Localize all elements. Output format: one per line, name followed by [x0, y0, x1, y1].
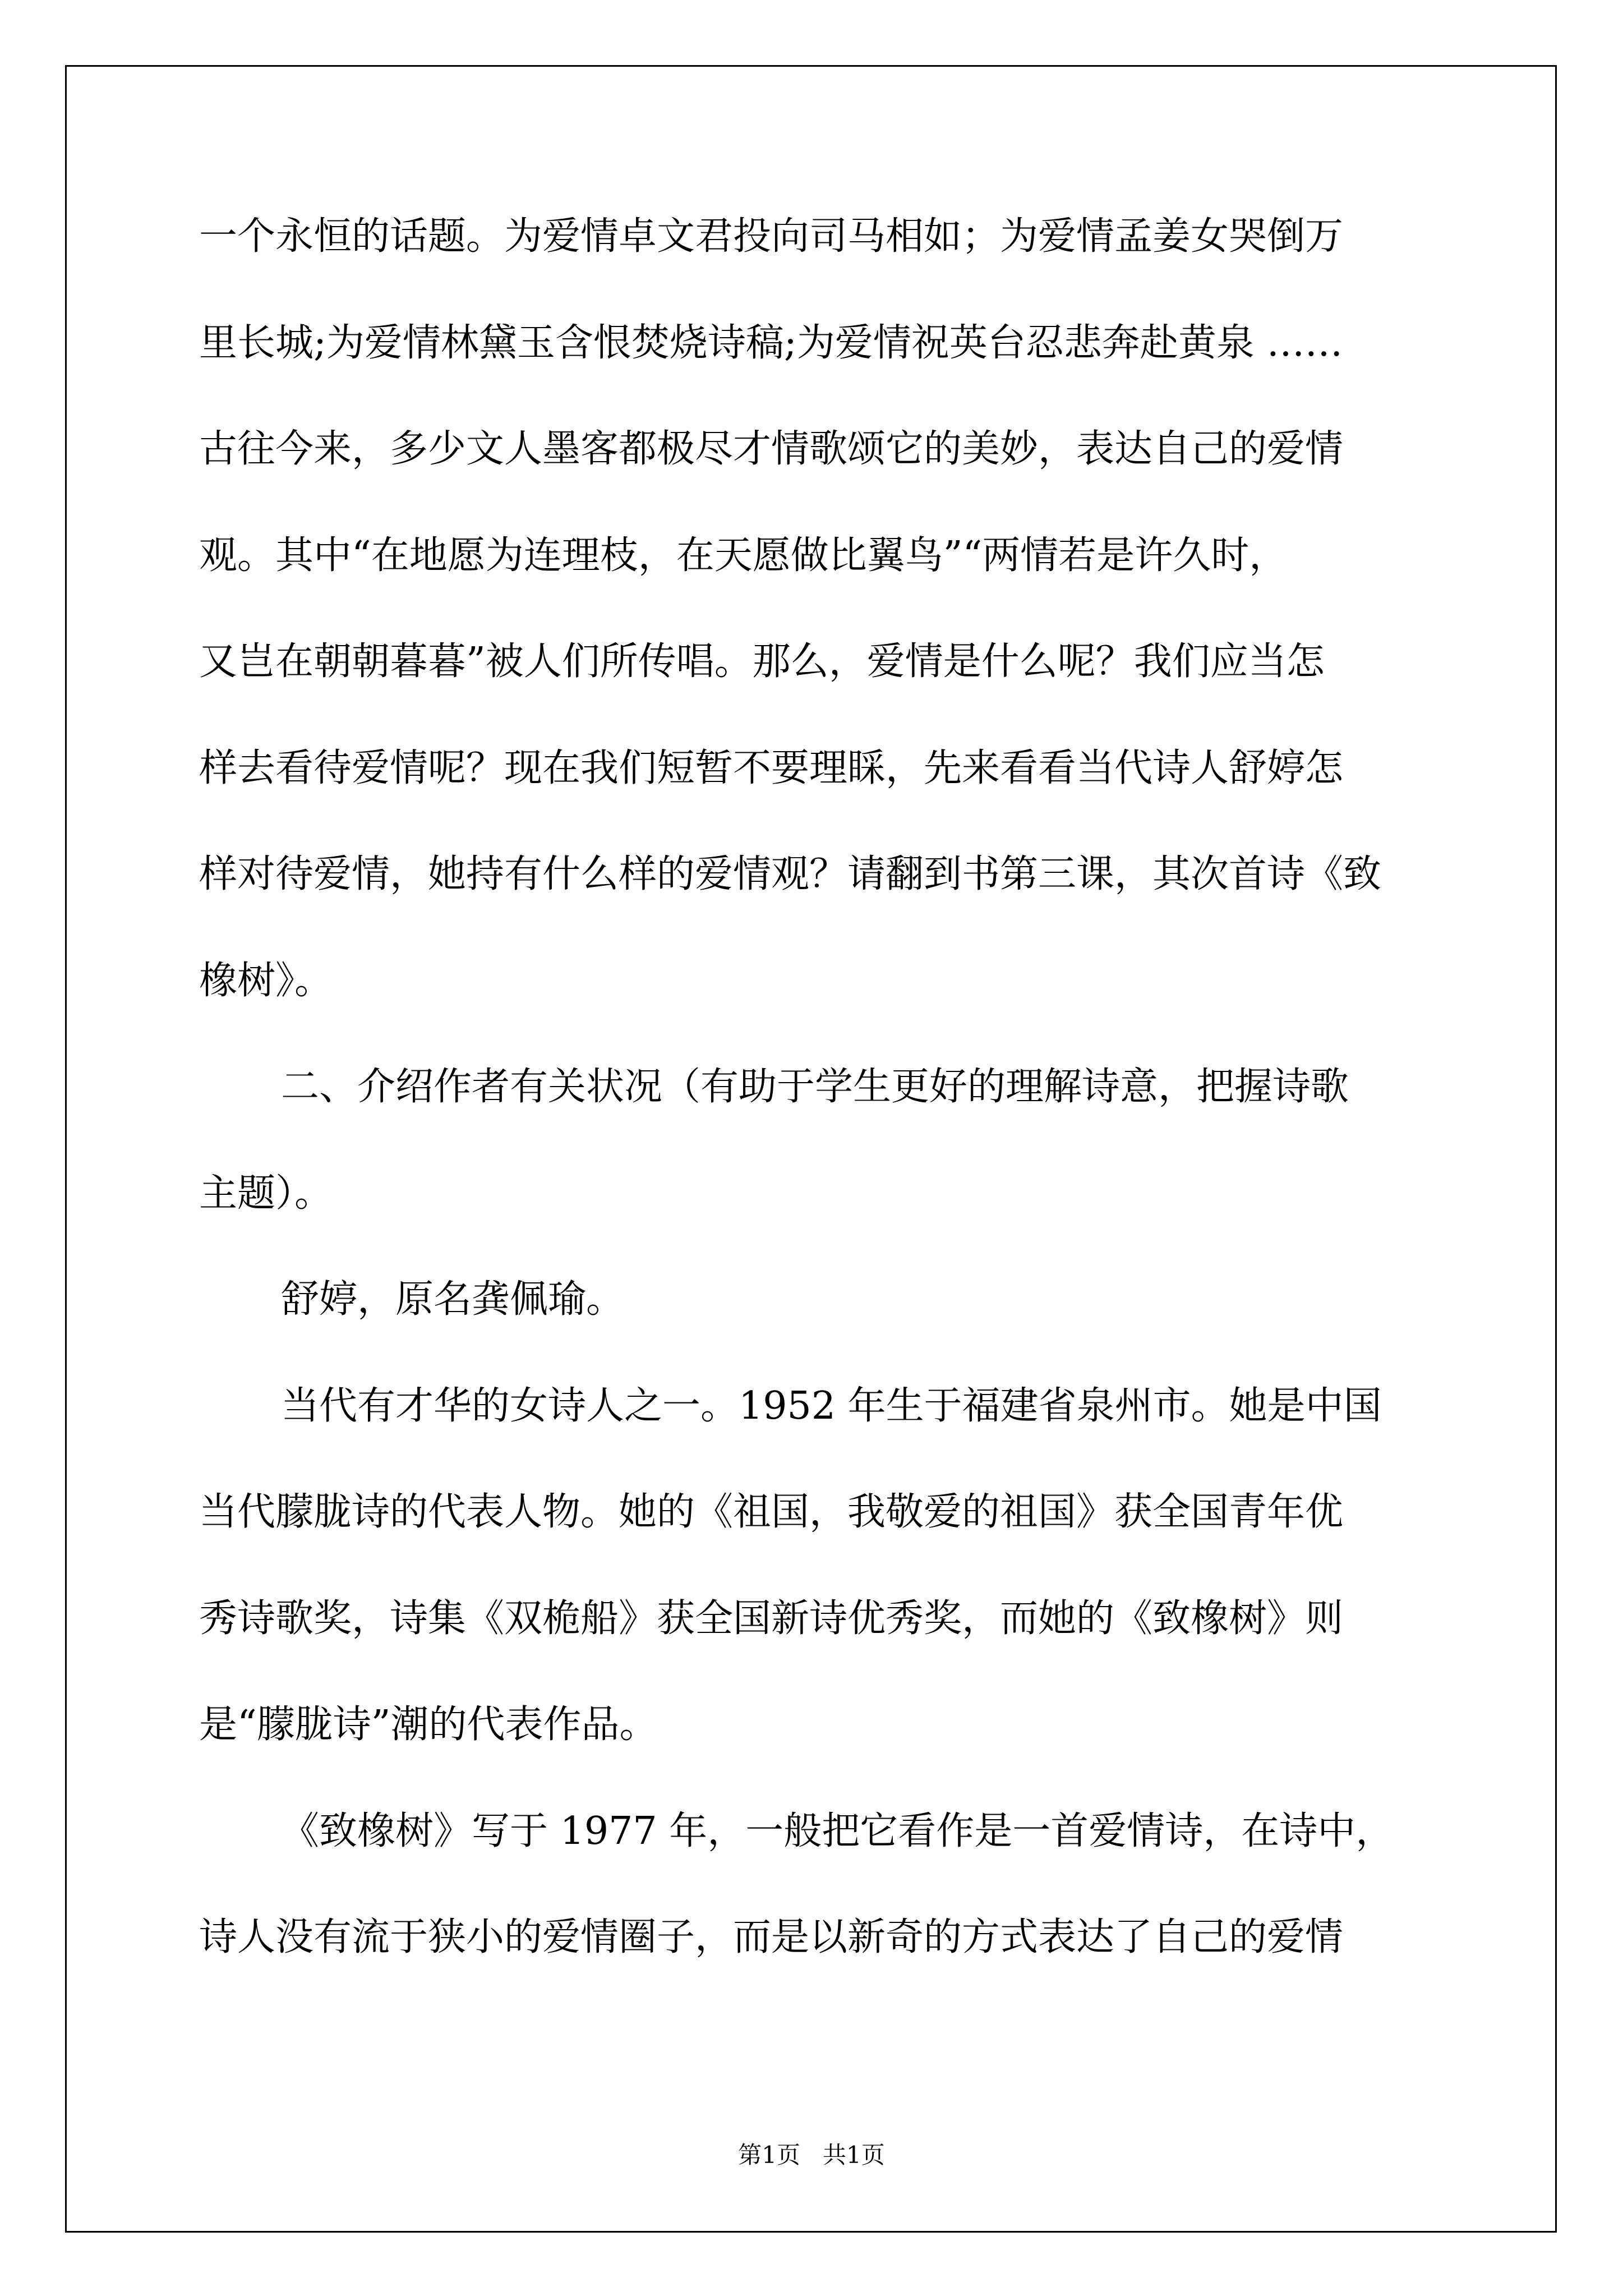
text-line: 诗人没有流于狭小的爱情圈子，而是以新奇的方式表达了自己的爱情: [199, 1915, 1344, 1959]
text-line: 里长城;为爱情林黛玉含恨焚烧诗稿;为爱情祝英台忍悲奔赴黄泉 ……: [199, 320, 1343, 365]
text-line: 橡树》。: [199, 958, 333, 1003]
text-line: 是“朦胧诗”潮的代表作品。: [199, 1703, 658, 1747]
text-line: 一个永恒的话题。为爱情卓文君投向司马相如；为爱情孟姜女哭倒万: [199, 214, 1344, 259]
page-footer: 第1页 共1页: [738, 2141, 885, 2169]
text-line: 又岂在朝朝暮暮”被人们所传唱。那么，爱情是什么呢？我们应当怎: [199, 639, 1325, 684]
text-line: 秀诗歌奖，诗集《双桅船》获全国新诗优秀奖，而她的《致橡树》则: [199, 1596, 1344, 1641]
text-line: 样对待爱情，她持有什么样的爱情观？请翻到书第三课，其次首诗《致: [199, 852, 1382, 896]
paragraph-start-line: 当代有才华的女诗人之一。1952 年生于福建省泉州市。她是中国: [281, 1383, 1382, 1428]
text-line: 主题）。: [199, 1171, 333, 1216]
paragraph-start-line: 舒婷，原名龚佩瑜。: [281, 1277, 625, 1322]
text-line: 古往今来，多少文人墨客都极尽才情歌颂它的美妙，表达自己的爱情: [199, 427, 1344, 471]
paragraph-start-line: 二、介绍作者有关状况（有助于学生更好的理解诗意，把握诗歌: [281, 1065, 1349, 1109]
text-line: 当代朦胧诗的代表人物。她的《祖国，我敬爱的祖国》获全国青年优: [199, 1490, 1344, 1534]
text-line: 观。其中“在地愿为连理枝，在天愿做比翼鸟”“两情若是许久时，: [199, 533, 1288, 578]
text-line: 样去看待爱情呢？现在我们短暂不要理睬，先来看看当代诗人舒婷怎: [199, 746, 1344, 790]
document-body: [199, 210, 1422, 2017]
paragraph-start-line: 《致橡树》写于 1977 年，一般把它看作是一首爱情诗，在诗中，: [281, 1809, 1394, 1853]
